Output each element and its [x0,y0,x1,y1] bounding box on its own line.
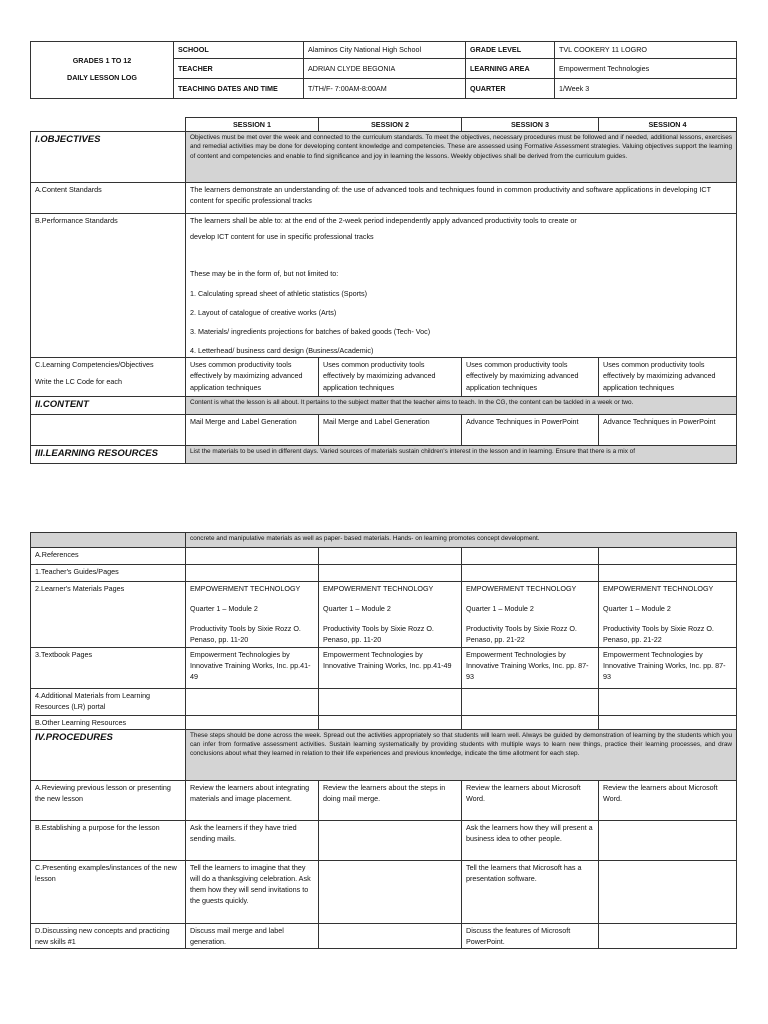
perf-line: 1. Calculating spread sheet of athletic statistics (Sports) [190,288,367,298]
textbook-session-3: Empowerment Technologies by Innovative Training Works, Inc. pp. 87-93 [462,647,599,688]
procedure-c-label: C.Presenting examples/instances of the new lesson [31,860,186,923]
quarter-value: 1/Week 3 [555,79,737,99]
performance-standards-text [186,214,737,358]
lc-label-line1: C.Learning Competencies/Objectives [35,360,154,370]
lm-session-1 [186,582,319,648]
procedure-a-session-1: Review the learners about integrating materials and image placement. [186,780,319,820]
lm-line: Productivity Tools by Sixie Rozz O. Penaso, pp. 11-20 [323,624,434,645]
textbook-label: 3.Textbook Pages [31,647,186,688]
teachers-guides-row [31,565,737,582]
procedure-c-row [31,860,737,923]
blank-corner [31,118,186,132]
session-4-header: SESSION 4 [599,118,737,132]
learning-resources-note: List the materials to be used in different days. Varied sources of materials sustain children's interest in the lesson and in learning. Ensure that there is a mix of [186,445,737,463]
log-title-line2: DAILY LESSON LOG [67,73,137,82]
procedure-b-session-1: Ask the learners if they have tried sending mails. [186,820,319,860]
perf-line: The learners shall be able to: at the end of the 2-week period independently apply advanced productivity tools to create or [190,216,577,226]
procedures-row [31,729,737,780]
lm-line: Quarter 1 – Module 2 [603,604,671,614]
lc-session-3: Uses common productivity tools effectively by maximizing advanced application techniques [462,358,599,397]
lm-line: Quarter 1 – Module 2 [190,604,258,614]
additional-materials-label: 4.Additional Materials from Learning Resources (LR) portal [31,688,186,715]
other-resources-label: B.Other Learning Resources [31,715,186,729]
lc-session-4: Uses common productivity tools effectively by maximizing advanced application techniques [599,358,737,397]
procedure-c-session-2 [319,860,462,923]
lm-line: EMPOWERMENT TECHNOLOGY [190,584,301,593]
references-row [31,548,737,565]
empty-cell [186,548,319,565]
procedure-a-session-4: Review the learners about Microsoft Word. [599,780,737,820]
lm-session-3 [462,582,599,648]
procedure-c-session-1: Tell the learners to imagine that they will do a thanksgiving celebration. Ask them how they will send invitations to the guests quickly. [186,860,319,923]
performance-standards-label: B.Performance Standards [31,214,186,358]
empty-cell [319,715,462,729]
log-title-line1: GRADES 1 TO 12 [72,56,132,66]
empty-cell [462,715,599,729]
perf-line: These may be in the form of, but not limited to: [190,269,339,279]
textbook-row [31,647,737,688]
quarter-label: QUARTER [466,79,555,99]
perf-line: 4. Letterhead/ business card design (Business/Academic) [190,346,374,356]
learners-materials-row [31,582,737,648]
procedure-b-session-3: Ask the learners how they will present a business idea to other people. [462,820,599,860]
learning-area-label: LEARNING AREA [466,59,555,79]
lm-line: EMPOWERMENT TECHNOLOGY [323,584,434,593]
resources-continued-row [31,533,737,548]
topic-session-3: Advance Techniques in PowerPoint [462,414,599,445]
learners-materials-label: 2.Learner's Materials Pages [31,582,186,648]
lc-session-1: Uses common productivity tools effectively by maximizing advanced application techniques [186,358,319,397]
perf-line: 3. Materials/ ingredients projections for batches of baked goods (Tech- Voc) [190,326,431,336]
empty-cell [599,565,737,582]
references-label: A.References [31,548,186,565]
resources-continued-blank [31,533,186,548]
session-2-header: SESSION 2 [319,118,462,132]
teachers-guides-label: 1.Teacher's Guides/Pages [31,565,186,582]
lesson-table-part1 [30,117,737,464]
empty-cell [462,688,599,715]
procedures-note: These steps should be done across the week. Spread out the activities appropriately so that students will learn well. Always be guided by demonstration of learning by the students which you can infer from formative assessment activities. Sustain learning systematically by providing students with multiple ways to learn new things, practice their learning processes, and draw conclusions about what they learned in relation to their life experiences and previous knowledge, indicate the time allotment for each step. [186,729,737,780]
procedure-c-session-4 [599,860,737,923]
learning-competencies-row [31,358,737,397]
topic-session-4: Advance Techniques in PowerPoint [599,414,737,445]
lc-session-2: Uses common productivity tools effectively by maximizing advanced application techniques [319,358,462,397]
other-resources-row [31,715,737,729]
objectives-note: Objectives must be met over the week and connected to the curriculum standards. To meet the objectives, necessary procedures must be followed and if needed, additional lessons, exercises and remedial activities may be done for developing content knowledge and competencies. These are assessed using Formative Assessment strategies. Valuing objectives support the learning of content and competencies and enable to find significance and joy in learning the lessons. Weekly objectives shall be derived from the curriculum guides. [186,132,737,183]
procedure-d-label: D.Discussing new concepts and practicing new skills #1 [31,923,186,948]
content-topics-row [31,414,737,445]
procedure-c-session-3: Tell the learners that Microsoft has a presentation software. [462,860,599,923]
content-topics-blank [31,414,186,445]
session-header-row [31,118,737,132]
lc-label-line2: Write the LC Code for each [35,377,122,387]
objectives-label: I.OBJECTIVES [31,132,186,183]
lm-line: Productivity Tools by Sixie Rozz O. Penaso, pp. 21-22 [603,624,714,645]
procedures-label: IV.PROCEDURES [31,729,186,780]
lm-session-2 [319,582,462,648]
school-value: Alaminos City National High School [304,42,466,59]
lm-line: Productivity Tools by Sixie Rozz O. Penaso, pp. 21-22 [466,624,577,645]
teaching-dates-value: T/TH/F- 7:00AM-8:00AM [304,79,466,99]
empty-cell [319,548,462,565]
teacher-label: TEACHER [174,59,304,79]
empty-cell [186,688,319,715]
performance-standards-row [31,214,737,358]
content-standards-row [31,183,737,214]
grade-level-label: GRADE LEVEL [466,42,555,59]
topic-session-1: Mail Merge and Label Generation [186,414,319,445]
resources-row [31,445,737,463]
lm-line: Productivity Tools by Sixie Rozz O. Penaso, pp. 11-20 [190,624,301,645]
empty-cell [599,688,737,715]
procedure-d-row [31,923,737,948]
empty-cell [462,565,599,582]
procedure-d-session-3: Discuss the features of Microsoft PowerPoint. [462,923,599,948]
empty-cell [186,565,319,582]
procedure-d-session-4 [599,923,737,948]
learning-area-value: Empowerment Technologies [555,59,737,79]
grade-level-value: TVL COOKERY 11 LOGRO [555,42,737,59]
procedure-a-label: A.Reviewing previous lesson or presenting the new lesson [31,780,186,820]
session-1-header: SESSION 1 [186,118,319,132]
procedure-b-label: B.Establishing a purpose for the lesson [31,820,186,860]
topic-session-2: Mail Merge and Label Generation [319,414,462,445]
lm-line: EMPOWERMENT TECHNOLOGY [466,584,577,593]
empty-cell [319,688,462,715]
learning-resources-note-continued: concrete and manipulative materials as well as paper- based materials. Hands- on learning promotes concept development. [186,533,737,548]
teacher-value: ADRIAN CLYDE BEGONIA [304,59,466,79]
empty-cell [186,715,319,729]
procedure-b-row [31,820,737,860]
log-title [31,42,174,99]
procedure-a-row [31,780,737,820]
procedure-b-session-2 [319,820,462,860]
learning-resources-label: III.LEARNING RESOURCES [31,445,186,463]
learning-competencies-label [31,358,186,397]
procedure-a-session-3: Review the learners about Microsoft Word. [462,780,599,820]
objectives-row [31,132,737,183]
content-standards-text: The learners demonstrate an understanding of: the use of advanced tools and techniques found in common productivity and software applications in developing ICT content for specific professional tracks [186,183,737,214]
empty-cell [319,565,462,582]
procedure-a-session-2: Review the learners about the steps in doing mail merge. [319,780,462,820]
lm-session-4 [599,582,737,648]
header-table [30,41,737,99]
school-label: SCHOOL [174,42,304,59]
teaching-dates-label: TEACHING DATES AND TIME [174,79,304,99]
perf-line: develop ICT content for use in specific professional tracks [190,232,374,242]
procedure-b-session-4 [599,820,737,860]
content-row [31,397,737,415]
session-3-header: SESSION 3 [462,118,599,132]
content-note: Content is what the lesson is all about. It pertains to the subject matter that the teacher aims to teach. In the CG, the content can be tackled in a week or two. [186,397,737,415]
empty-cell [599,548,737,565]
content-standards-label: A.Content Standards [31,183,186,214]
procedure-d-session-2 [319,923,462,948]
content-label: II.CONTENT [31,397,186,415]
lm-line: Quarter 1 – Module 2 [323,604,391,614]
textbook-session-2: Empowerment Technologies by Innovative Training Works, Inc. pp.41-49 [319,647,462,688]
perf-line: 2. Layout of catalogue of creative works (Arts) [190,307,337,317]
empty-cell [599,715,737,729]
textbook-session-1: Empowerment Technologies by Innovative Training Works, Inc. pp.41-49 [186,647,319,688]
lm-line: Quarter 1 – Module 2 [466,604,534,614]
lesson-table-part2 [30,532,737,949]
empty-cell [462,548,599,565]
textbook-session-4: Empowerment Technologies by Innovative Training Works, Inc. pp. 87-93 [599,647,737,688]
additional-materials-row [31,688,737,715]
procedure-d-session-1: Discuss mail merge and label generation. [186,923,319,948]
lm-line: EMPOWERMENT TECHNOLOGY [603,584,714,593]
